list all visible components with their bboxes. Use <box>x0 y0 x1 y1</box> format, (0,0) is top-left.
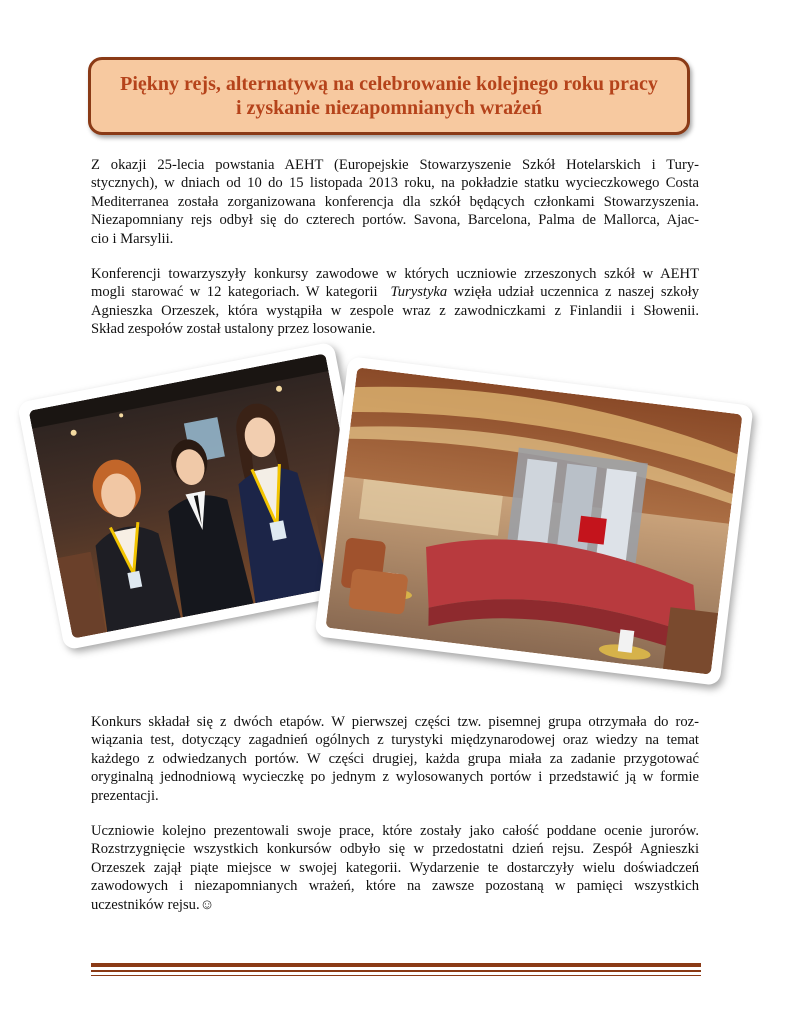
text-line: każdego z odwiedzanych portów. W części drugiej, każda grupa miała za zadanie przygotować <box>91 750 699 767</box>
text-line: Mediterranea została zorganizowana konferencja dla szkół będących członkami Stowarzyszenia. <box>91 193 699 210</box>
text-line: uczestników rejsu.☺ <box>91 896 215 913</box>
category-name: Turystyka <box>390 284 448 301</box>
text-line: zawodowych i niezapomnianych wrażeń, które na zawsze pozostaną w pamięci wszystkich <box>91 878 699 895</box>
footer-rule-thin <box>91 975 701 976</box>
title-banner <box>88 57 690 135</box>
text-line: Rozstrzygnięcie wszystkich konkursów odbyło się w przedostatni dzień rejsu. Zespół Agnieszki <box>91 841 699 858</box>
paragraph-competitions <box>91 265 699 339</box>
paragraph-contest-stages <box>91 713 699 805</box>
paragraph-intro <box>91 156 699 248</box>
text-line: Agnieszka Orzeszek, która wystąpiła w zespole wraz z zawodniczkami z Finlandii i Słowenii. <box>91 302 699 319</box>
photo-ship-lounge <box>314 356 753 686</box>
text-line: Uczniowie kolejno prezentowali swoje prace, które zostały jako całość poddane ocenie jurorów. <box>91 823 699 839</box>
lounge-illustration <box>325 367 742 674</box>
text-line: wiązania test, dotyczący zagadnień ogólnych z turystyki międzynarodowej oraz wiedzy na temat <box>91 732 699 749</box>
photo-ship-lounge-image <box>325 367 742 674</box>
footer-rule-mid <box>91 970 701 972</box>
text-line: Z okazji 25-lecia powstania AEHT (Europejskie Stowarzyszenie Szkół Hotelarskich i Tury- <box>91 157 699 173</box>
text-line: Konferencji towarzyszyły konkursy zawodowe w których uczniowie zrzeszonych szkół w AEHT <box>91 266 699 282</box>
text-line: prezentacji. <box>91 787 159 804</box>
paragraph-results <box>91 822 699 914</box>
text-line: Konkurs składał się z dwóch etapów. W pierwszej części tzw. pisemnej grupa otrzymała do roz- <box>91 714 699 730</box>
text-line: oryginalną jednodniową wycieczkę po jednym z wylosowanych portów i przedstawić ją w formie <box>91 769 699 786</box>
text-line: Niezapomniany rejs odbył się do czterech portów. Savona, Barcelona, Palma de Mallorca, Ajac- <box>91 212 699 229</box>
text-line: stycznych), w dniach od 10 do 15 listopada 2013 roku, na pokładzie statku wycieczkowego Costa <box>91 175 699 192</box>
text-segment: mogli starować w 12 kategoriach. W kategorii <box>91 284 391 301</box>
text-line: Orzeszek zajął piąte miejsce w swojej kategorii. Wydarzenie te dostarczyły wielu doświadczeń <box>91 859 699 876</box>
page-title-line-2: i zyskanie niezapomnianych wrażeń <box>235 97 543 119</box>
page-title-line-1: Piękny rejs, alternatywą na celebrowanie kolejnego roku pracy <box>120 73 658 95</box>
text-line: cio i Marsylii. <box>91 230 174 247</box>
footer-rule-thick <box>91 963 701 967</box>
text-segment: wzięła udział uczennica z naszej szkoły <box>447 284 699 301</box>
text-line <box>91 283 699 301</box>
text-line: Skład zespołów został ustalony przez losowanie. <box>91 321 376 338</box>
